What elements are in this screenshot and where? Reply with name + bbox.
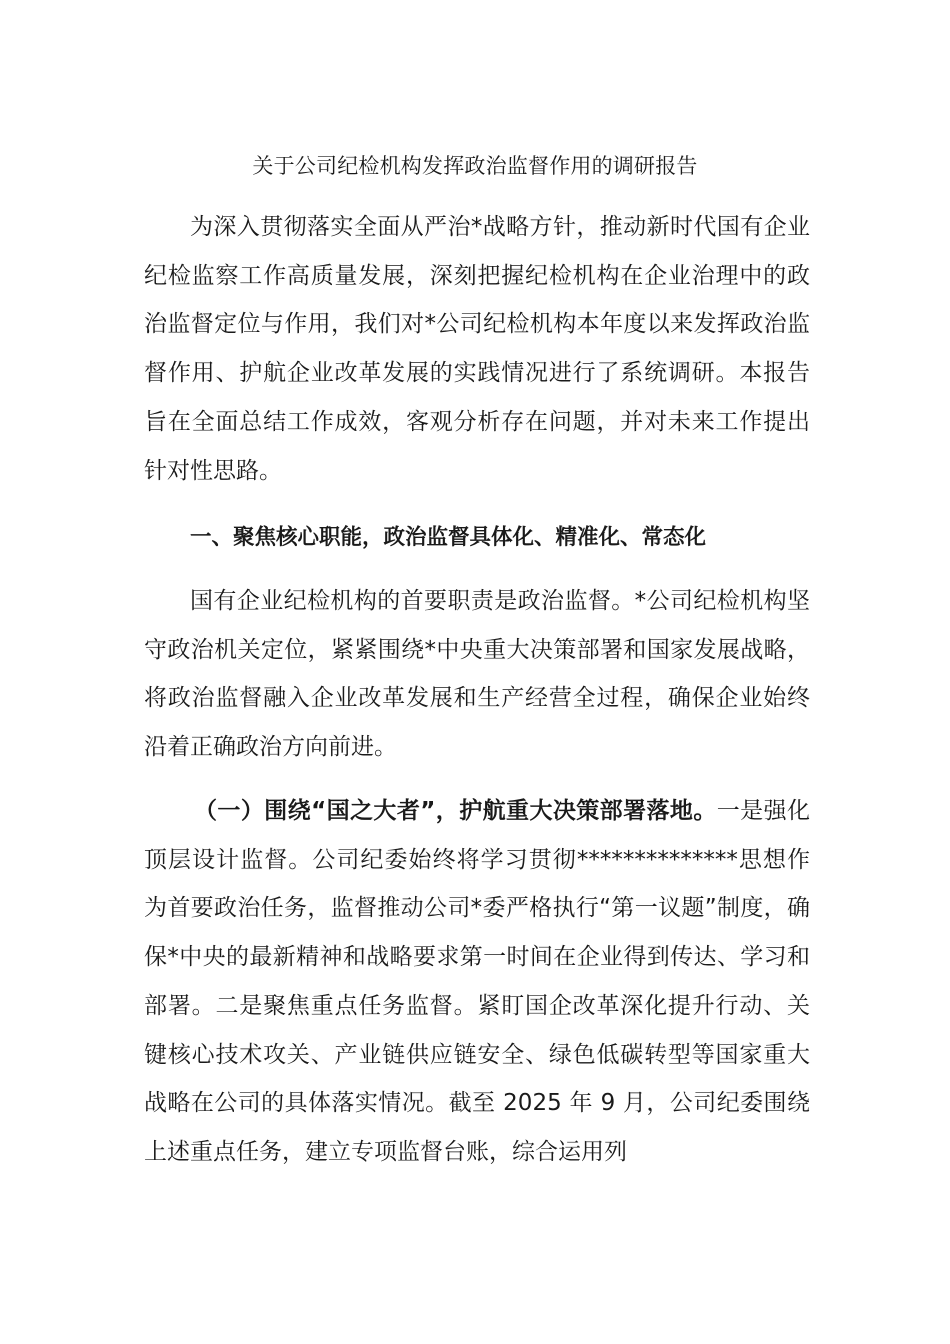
subsection-1-paragraph (144, 787, 810, 1177)
subsection-1-body: 一是强化顶层设计监督。公司纪委始终将学习贯彻**************思想作为首要政治任务，监督推动公司*委严格执行“第一议题”制度，确保*中央的最新精神和战略要求第一时间在企业得到传达、学习和部署。二是聚焦重点任务监督。紧盯国企改革深化提升行动、关键核心技术攻关、产业链供应链安全、绿色低碳转型等国家重大战略在公司的具体落实情况。截至 2025 年 9 月，公司纪委围绕上述重点任务，建立专项监督台账，综合运用列 (144, 798, 811, 1165)
subsection-1-lead: （一）围绕“国之大者”，护航重大决策部署落地。 (194, 798, 717, 824)
section-1-paragraph: 国有企业纪检机构的首要职责是政治监督。*公司纪检机构坚守政治机关定位，紧紧围绕*中央重大决策部署和国家发展战略，将政治监督融入企业改革发展和生产经营全过程，确保企业始终沿着正确政治方向前进。 (144, 588, 810, 761)
report-title: 关于公司纪检机构发挥政治监督作用的调研报告 (252, 154, 698, 178)
section-heading-1: 一、聚焦核心职能，政治监督具体化、精准化、常态化 (190, 525, 707, 550)
intro-paragraph: 为深入贯彻落实全面从严治*战略方针，推动新时代国有企业纪检监察工作高质量发展，深刻把握纪检机构在企业治理中的政治监督定位与作用，我们对*公司纪检机构本年度以来发挥政治监督作用、护航企业改革发展的实践情况进行了系统调研。本报告旨在全面总结工作成效，客观分析存在问题，并对未来工作提出针对性思路。 (144, 214, 810, 484)
